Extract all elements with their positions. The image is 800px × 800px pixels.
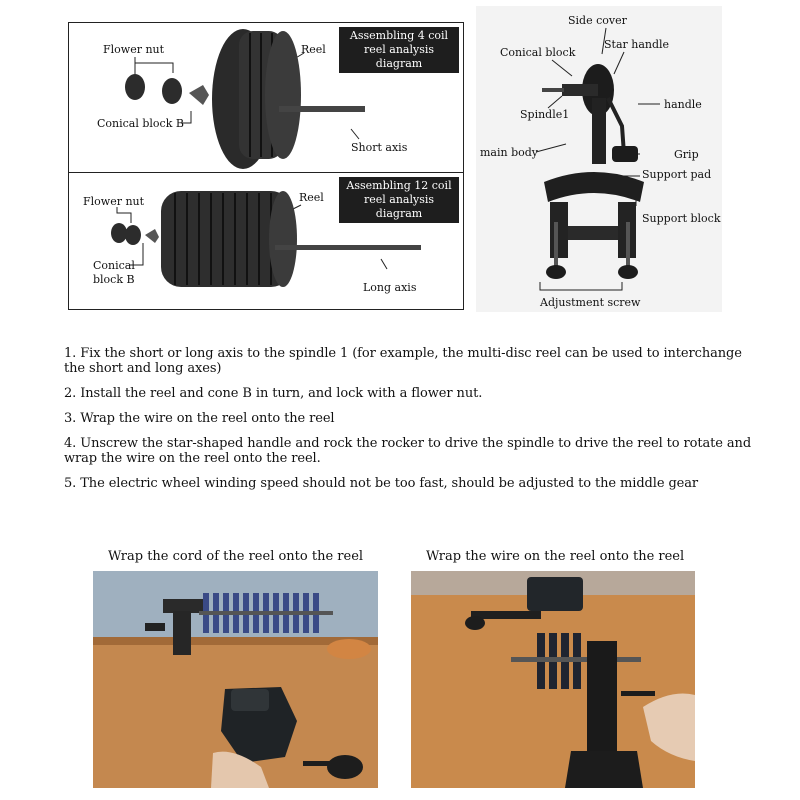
label-long-axis: Long axis (363, 281, 417, 294)
label-conical-block-b-12coil-line2: block B (93, 273, 135, 286)
label-flower-nut-4coil: Flower nut (103, 43, 165, 56)
machine-diagram (476, 6, 722, 312)
label-adjustment-screw: Adjustment screw (540, 296, 641, 309)
flower-nut-12coil-icon (111, 223, 141, 245)
diagram-12coil-title-line1: Assembling 12 coil (346, 179, 452, 192)
diagram-4coil-title-line1: Assembling 4 coil (349, 29, 449, 42)
diagram-4coil-panel (68, 22, 464, 174)
reel-12coil-icon (161, 191, 297, 287)
instructions-list (64, 346, 754, 501)
label-grip: Grip (674, 148, 699, 161)
diagram-12coil-panel (68, 172, 464, 310)
photo-left (93, 571, 378, 788)
diagram-4coil-title-line2: reel analysis diagram (363, 43, 435, 70)
diagram-12coil-title-line2: reel analysis diagram (363, 193, 435, 220)
label-support-pad: Support pad (642, 168, 712, 181)
label-star-handle: Star handle (604, 38, 670, 51)
label-reel-4coil: Reel (301, 43, 326, 56)
flower-nut-icon (125, 74, 182, 104)
label-flower-nut-12coil: Flower nut (83, 195, 145, 208)
photo-left-image (93, 571, 378, 788)
label-handle: handle (664, 98, 702, 111)
instruction-step-3: 3. Wrap the wire on the reel onto the reel (64, 411, 335, 426)
photo-left-caption: Wrap the cord of the reel onto the reel (108, 549, 364, 564)
instruction-step-4: 4. Unscrew the star-shaped handle and rock the rocker to drive the spindle to drive the reel to rotate and wrap the wire on the reel onto the reel. (64, 436, 752, 466)
instruction-step-2: 2. Install the reel and cone B in turn, and lock with a flower nut. (64, 386, 483, 401)
photo-right (411, 571, 695, 788)
label-main-body: main body (480, 146, 539, 159)
label-support-block: Support block (642, 212, 721, 225)
instruction-step-1: 1. Fix the short or long axis to the spindle 1 (for example, the multi-disc reel can be used to interchange the short and long axes) (64, 346, 742, 376)
label-short-axis: Short axis (351, 141, 408, 154)
label-conical-block-b-4coil: Conical block B (97, 117, 184, 130)
label-conical-block-b-12coil-line1: Conical (93, 259, 135, 272)
label-spindle: Spindle1 (520, 108, 570, 121)
instruction-step-5: 5. The electric wheel winding speed should not be too fast, should be adjusted to the middle gear (64, 476, 699, 491)
label-conical-block: Conical block (500, 46, 576, 59)
label-side-cover: Side cover (568, 14, 627, 27)
label-reel-12coil: Reel (299, 191, 324, 204)
photo-right-image (411, 571, 695, 788)
photo-right-caption: Wrap the wire on the reel onto the reel (426, 549, 685, 564)
reel-4coil-icon (212, 29, 301, 169)
